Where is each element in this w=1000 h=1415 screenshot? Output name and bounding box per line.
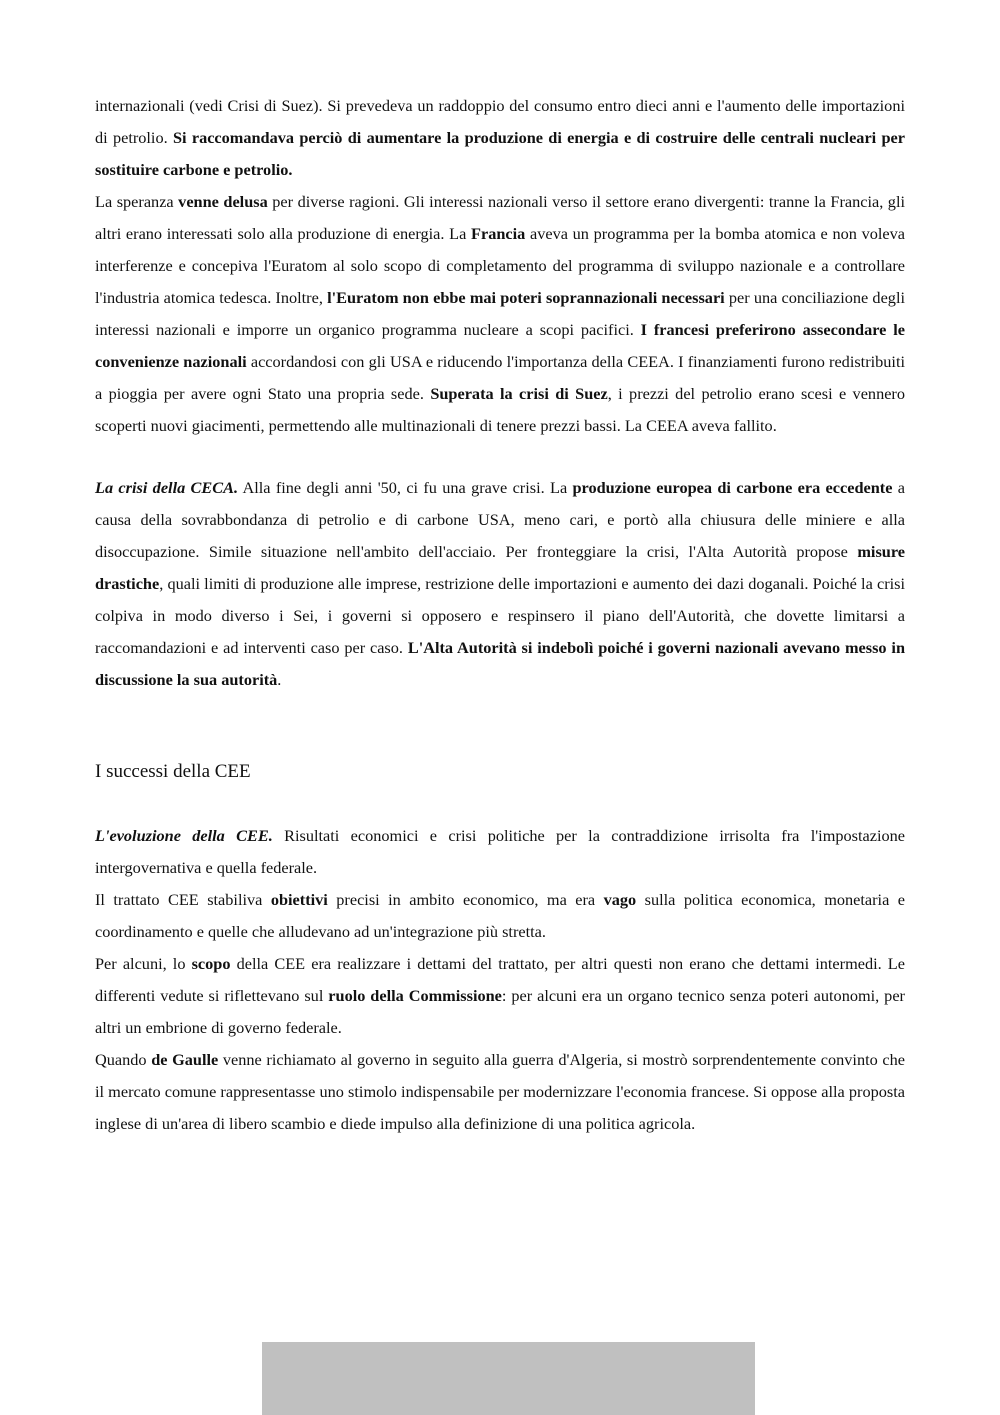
section-title: I successi della CEE	[95, 761, 251, 782]
document-body	[95, 90, 905, 1140]
bold-run: obiettivi	[270, 890, 328, 909]
bold-run: l'Euratom non ebbe mai poteri soprannazionali necessari	[327, 288, 725, 307]
paragraph	[95, 948, 905, 1044]
bold-run: Si raccomandava perciò di aumentare la produzione di energia e di costruire delle centrali nucleari per sostituire carbone e petrolio.	[95, 128, 905, 179]
text-run: sulla politica economica, monetaria e coordinamento e quelle che alludevano ad un'integrazione più stretta.	[95, 890, 905, 941]
paragraph-spacer	[95, 788, 905, 820]
paragraph	[95, 820, 905, 884]
paragraph-lead-in: L'evoluzione della CEE.	[95, 826, 273, 845]
paragraph	[95, 1044, 905, 1140]
bold-run: I francesi preferirono assecondare le convenienze nazionali	[95, 320, 905, 371]
text-run: precisi in ambito economico, ma era	[327, 890, 604, 909]
text-run: accordandosi con gli USA e riducendo l'importanza della CEEA. I finanziamenti furono redistribuiti a pioggia per avere ogni Stato una propria sede.	[95, 352, 906, 403]
text-run: .	[277, 670, 282, 689]
text-run: internazionali (vedi Crisi di Suez). Si prevedeva un raddoppio del consumo entro dieci anni e l'aumento delle importazioni di petrolio.	[95, 96, 905, 147]
text-run: aveva un programma per la bomba atomica e non voleva interferenze e concepiva l'Euratom al solo scopo di completamento del programma di sviluppo nazionale e a controllare l'industria atomica tedesca. Inoltre,	[95, 224, 905, 307]
bold-run: de Gaulle	[151, 1050, 219, 1069]
paragraph-lead-in: La crisi della CECA.	[95, 478, 239, 497]
paragraph-spacer	[95, 696, 905, 756]
text-run: , i prezzi del petrolio erano scesi e vennero scoperti nuovi giacimenti, permettendo alle multinazionali di tenere prezzi bassi. La CEEA aveva fallito.	[95, 384, 905, 435]
text-run: Risultati economici e crisi politiche per la contraddizione irrisolta fra l'impostazione intergovernativa e quella federale.	[95, 826, 905, 877]
footer-placeholder-bar	[262, 1342, 755, 1415]
text-run: Per alcuni, lo	[95, 954, 192, 973]
text-run: per una conciliazione degli interessi nazionali e imporre un organico programma nucleare a scopi pacifici.	[95, 288, 905, 339]
text-run: Alla fine degli anni '50, ci fu una grave crisi. La	[238, 478, 573, 497]
text-run: venne richiamato al governo in seguito alla guerra d'Algeria, si mostrò sorprendentemente convinto che il mercato comune rappresentasse uno stimolo indispensabile per modernizzare l'economia francese. Si oppose alla proposta inglese di un'area di libero scambio e diede impulso alla definizione di una politica agricola.	[95, 1050, 905, 1133]
bold-run: misure drastiche	[95, 542, 905, 593]
bold-run: venne delusa	[178, 192, 268, 211]
paragraph	[95, 90, 905, 186]
bold-run: produzione europea di carbone era eccedente	[572, 478, 893, 497]
bold-run: ruolo della Commissione	[328, 986, 502, 1005]
text-run: , quali limiti di produzione alle imprese, restrizione delle importazioni e aumento dei dazi doganali. Poiché la crisi colpiva in modo diverso i Sei, i governi si opposero e respinsero il piano dell'Autorità, che dovette limitarsi a raccomandazioni e ad interventi caso per caso.	[95, 574, 905, 657]
paragraph	[95, 884, 905, 948]
text-run: : per alcuni era un organo tecnico senza poteri autonomi, per altri un embrione di governo federale.	[95, 986, 905, 1037]
bold-run: Francia	[471, 224, 526, 243]
paragraph	[95, 186, 905, 442]
paragraph-spacer	[95, 442, 905, 472]
bold-run: L'Alta Autorità si indebolì poiché i governi nazionali avevano messo in discussione la sua autorità	[95, 638, 905, 689]
bold-run: vago	[603, 890, 637, 909]
text-run: Quando	[95, 1050, 152, 1069]
bold-run: scopo	[191, 954, 231, 973]
paragraph	[95, 472, 905, 696]
text-run: a causa della sovrabbondanza di petrolio e di carbone USA, meno cari, e portò alla chiusura delle miniere e alla disoccupazione. Simile situazione nell'ambito dell'acciaio. Per fronteggiare la crisi, l'Alta Autorità propose	[95, 478, 905, 561]
text-run: della CEE era realizzare i dettami del trattato, per altri questi non erano che dettami intermedi. Le differenti vedute si riflettevano sul	[95, 954, 905, 1005]
text-run: Il trattato CEE stabiliva	[95, 890, 271, 909]
bold-run: Superata la crisi di Suez	[430, 384, 608, 403]
text-run: La speranza	[95, 192, 179, 211]
text-run: per diverse ragioni. Gli interessi nazionali verso il settore erano divergenti: tranne la Francia, gli altri erano interessati solo alla produzione di energia. La	[95, 192, 905, 243]
bold-italic-run	[95, 826, 273, 845]
bold-italic-run	[95, 478, 238, 497]
